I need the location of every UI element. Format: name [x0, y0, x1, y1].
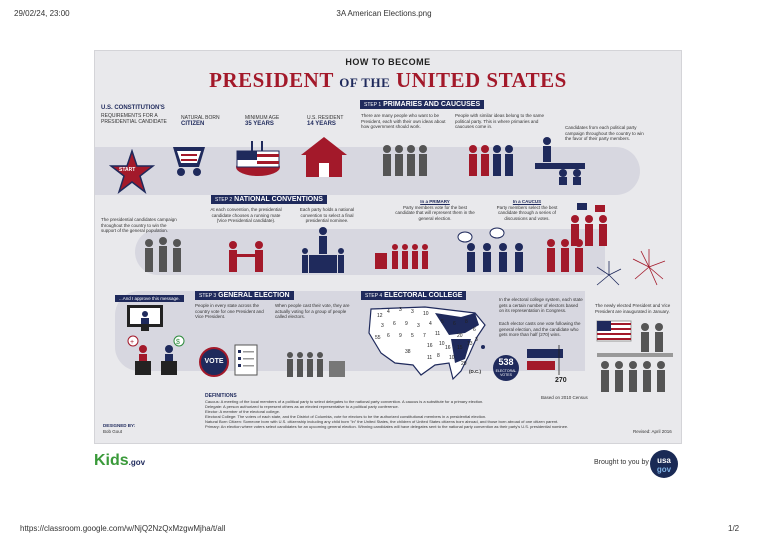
- fireworks-icon: [587, 247, 667, 291]
- requirement-age: MINIMUM AGE 35 YEARS: [245, 115, 280, 127]
- usa-gov-logo: usa gov: [650, 450, 678, 478]
- win-threshold: 270: [555, 377, 567, 384]
- map-electoral-number: 15: [457, 345, 463, 351]
- voters-line-icon: [285, 351, 347, 379]
- map-electoral-number: 16: [427, 343, 433, 349]
- birthday-cake-icon: [233, 137, 283, 179]
- print-url: https://classroom.google.com/w/NjQ2NzQxMzgwMjha/t/all: [20, 524, 226, 533]
- step2-campaign-text: The presidential candidates campaign throughout the country to win the support of the general population.: [101, 217, 177, 233]
- poster-kicker: HOW TO BECOME: [345, 57, 431, 67]
- definition-delegate: Delegate: A person authorized to represent others as an elected representative to a political party conference.: [205, 404, 399, 409]
- map-electoral-number: 6: [473, 327, 476, 333]
- map-electoral-number: 20: [457, 333, 463, 339]
- definition-electoral-college: Electoral College: The voters of each state, and the District of Columbia, vote for electors to be the authorized constitutional members in a presidential election.: [205, 414, 487, 419]
- step4-text-2: Each elector casts one vote following the general election, and the candidate who gets more than half (270) wins.: [499, 321, 581, 337]
- map-electoral-number: 55: [375, 335, 381, 341]
- map-electoral-number: 10: [423, 311, 429, 317]
- step2-header: STEP 2 NATIONAL CONVENTIONS: [211, 195, 327, 204]
- map-electoral-number: 10: [439, 341, 445, 347]
- map-electoral-number: 3: [417, 323, 420, 329]
- map-electoral-number: 5: [411, 333, 414, 339]
- step2-text-1: At each convention, the presidential candidate chooses a running mate (Vice Presidential candidate).: [210, 207, 282, 223]
- nominee-podium-icon: [299, 225, 347, 275]
- map-electoral-number: 11: [427, 355, 433, 361]
- step2-text-2: Each party holds a national convention to select a final presidential nominee.: [299, 207, 355, 223]
- road-row-2: [135, 229, 605, 275]
- primary-voters-icon: [375, 241, 431, 273]
- party-crowd-icon: [465, 143, 517, 179]
- tv-icon: [125, 303, 165, 333]
- map-electoral-number: 8: [465, 319, 468, 325]
- map-electoral-number: 12: [377, 313, 383, 319]
- map-electoral-number: 6: [393, 321, 396, 327]
- step3-text-1: People in every state across the country vote for one President and Vice President.: [195, 303, 264, 319]
- map-electoral-number: 9: [399, 333, 402, 339]
- poster-title: [95, 68, 681, 93]
- step4-text-1: In the electoral college system, each state gets a certain number of electors based on its representation in Congress.: [499, 297, 583, 313]
- ad-banner: ...And I approve this message.: [115, 295, 184, 302]
- requirements-heading: U.S. CONSTITUTION'S: [101, 105, 165, 111]
- step3-header: STEP 3 GENERAL ELECTION: [195, 291, 294, 300]
- poster: [94, 50, 682, 444]
- running-mates-icon: [223, 239, 269, 275]
- map-electoral-number: 10: [449, 355, 455, 361]
- map-electoral-number: 29: [461, 361, 467, 367]
- map-electoral-number: 6: [387, 333, 390, 339]
- definition-caucus: Caucus: A meeting of the local members of a political party to select delegates to the national party convention. A caucus is a substitute for a primary election.: [205, 399, 484, 404]
- map-electoral-number: 16: [445, 345, 451, 351]
- definition-natural-born-citizen: Natural Born Citizen: Someone born with U.S. citizenship including any child born "in" the United States, the children of United States citizens born abroad, and those born abroad of one citizen parent.: [205, 419, 559, 424]
- revised-date: Revised: April 2016: [633, 429, 672, 434]
- requirement-residency: U.S. RESIDENT 14 YEARS: [307, 115, 344, 127]
- map-electoral-number: 8: [437, 353, 440, 359]
- caucus-block: In a CAUCUS Party members select the best candidate through a series of discussions and votes.: [496, 199, 558, 221]
- vote-button-icon: VOTE: [199, 347, 229, 377]
- requirements-subheading: REQUIREMENTS FOR A PRESIDENTIAL CANDIDATE: [101, 113, 167, 125]
- map-electoral-number: 5: [441, 319, 444, 325]
- map-electoral-number: 3: [475, 337, 478, 343]
- census-note: Based on 2010 Census: [541, 395, 588, 400]
- map-electoral-number: 9: [405, 321, 408, 327]
- print-datetime: 29/02/24, 23:00: [14, 9, 70, 18]
- primary-block: In a PRIMARY Party members vote for the best candidate that will represent them in the general election.: [395, 199, 475, 221]
- requirement-citizen: NATURAL BORN CITIZEN: [181, 115, 220, 127]
- step3-text-2: When people cast their vote, they are actually voting for a group of people called electors.: [275, 303, 350, 319]
- baby-carriage-icon: [167, 139, 215, 179]
- step1-header: STEP 1 PRIMARIES AND CAUCUSES: [360, 100, 484, 109]
- brought-by-text: Brought to you by: [594, 459, 649, 466]
- designer-name: Bob Gout: [103, 429, 123, 434]
- map-electoral-number: 3: [381, 323, 384, 329]
- start-label: START: [119, 167, 136, 173]
- map-electoral-number: 3: [399, 307, 402, 313]
- map-electoral-number: 6: [453, 321, 456, 327]
- definition-primary: Primary: An election where voters select candidates for an upcoming general election. Winning candidates will have delegates sent to the national party convention as their party's U.S. presidential nominee.: [205, 424, 569, 429]
- svg-text:$: $: [176, 339, 180, 346]
- map-electoral-number: 3: [411, 309, 414, 315]
- step1-text-3: Candidates from each political party campaign throughout the country to win the favor of their party members.: [565, 125, 644, 141]
- definitions: DEFINITIONS Caucus: A meeting of the local members of a political party to select delegates to the national party convention. A caucus is a substitute for a primary election. Delegate: A person authorized to represent others as an elected representative to a political party conference. Elector: A member of the electoral college. Electoral College: The voters of each state, and the District of Columbia, vote for electors to be the authorized constitutional members in a presidential election. Natural Born Citizen: Someone born with U.S. citizenship including any child born "in" the United States, the children of United States citizens born abroad, and those born abroad of one citizen parent. Primary: An election where voters select candidates for an upcoming general election. Winning candidates will have delegates sent to the national party convention as their party's U.S. presidential nominee.: [205, 393, 625, 429]
- step1-text-1: There are many people who want to be President, each with their own ideas about how government should work.: [361, 113, 446, 129]
- campaign-speaker-icon: [533, 135, 587, 185]
- dc-label: (D.C.): [469, 369, 481, 374]
- title-of-the: OF THE: [339, 75, 391, 90]
- caucus-discussion-icon: [457, 227, 529, 273]
- kids-gov-logo: Kids.gov: [94, 452, 146, 469]
- step1-text-2: People with similar ideas belong to the same political party. This is where primaries and caucuses come in.: [455, 113, 545, 129]
- map-electoral-number: 38: [405, 349, 411, 355]
- svg-text:+: +: [130, 339, 135, 346]
- ballot-icon: [233, 343, 261, 377]
- map-electoral-number: 4: [387, 309, 390, 315]
- print-page-number: 1/2: [728, 524, 740, 533]
- step4-header: STEP 4 ELECTORAL COLLEGE: [361, 291, 466, 300]
- crowd-gray-icon: [379, 143, 431, 179]
- print-doc-title: 3A American Elections.png: [336, 9, 432, 18]
- campaign-crowd-icon: [141, 235, 185, 277]
- electoral-votes-badge: 538 ELECTORAL VOTES: [493, 355, 519, 381]
- designed-by-label: DESIGNED BY:: [103, 423, 136, 428]
- map-electoral-number: 13: [467, 341, 473, 347]
- candidates-podiums-icon: [127, 335, 187, 375]
- house-icon: [299, 135, 349, 179]
- red-crowd-icon: [543, 235, 589, 275]
- title-president: PRESIDENT: [209, 68, 334, 92]
- vote-bars-icon: [525, 345, 575, 385]
- inauguration-text: The newly elected President and Vice President are inaugurated in January.: [595, 303, 671, 314]
- map-electoral-number: 4: [429, 321, 432, 327]
- title-united-states: UNITED STATES: [396, 68, 567, 92]
- inauguration-scene-icon: [595, 319, 675, 399]
- map-electoral-number: 11: [435, 331, 441, 337]
- definition-elector: Elector: A member of the electoral college.: [205, 409, 280, 414]
- map-electoral-number: 7: [423, 333, 426, 339]
